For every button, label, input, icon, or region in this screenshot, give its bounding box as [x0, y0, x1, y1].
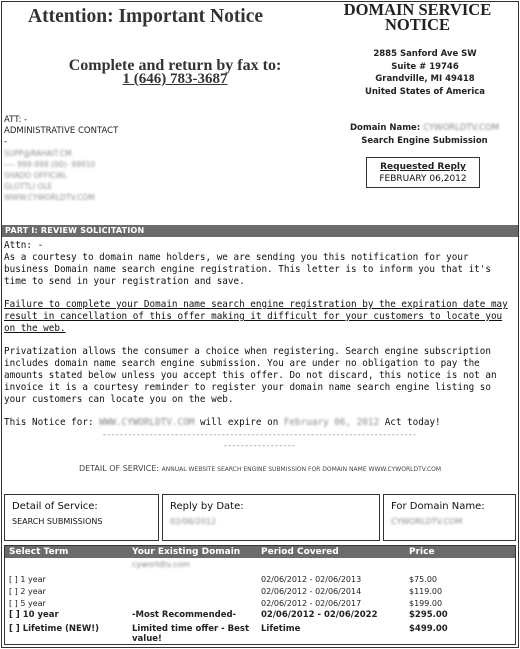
contact-site: WWW.CYWORLDTV.COM	[4, 193, 95, 202]
period: 02/06/2012 - 02/06/2022	[261, 610, 378, 620]
contact-type: ADMINISTRATIVE CONTACT	[4, 126, 119, 136]
period: 02/06/2012 - 02/06/2013	[261, 575, 362, 584]
reply-by-label: Reply by Date:	[170, 501, 244, 512]
period: 02/06/2012 - 02/06/2014	[261, 587, 362, 596]
address-line: Grandville, MI 49418	[375, 74, 475, 84]
notice-date: February 06, 2012	[283, 417, 380, 428]
term-note: Limited time offer - Best value!	[132, 624, 250, 644]
reply-label: Requested Reply	[380, 162, 466, 172]
paragraph-courtesy: As a courtesy to domain name holders, we are sending you this notification for your business Domain name search engine registration. This letter is to inform you that it's time to send in your registration and save.	[4, 252, 491, 287]
detail-text: ANNUAL WEBSITE SEARCH ENGINE SUBMISSION FOR DOMAIN NAME WWW.CYWORLDTV.COM	[161, 466, 442, 473]
contact-email: SUPP@RAHAIT.CM	[4, 149, 72, 158]
price: $199.00	[409, 599, 443, 608]
term-checkbox[interactable]: [ ] 1 year	[9, 575, 46, 584]
reply-by-box	[162, 494, 380, 541]
term-checkbox[interactable]: [ ] Lifetime (NEW!)	[9, 624, 99, 634]
notice-prefix: This Notice for:	[4, 417, 94, 428]
price: $119.00	[409, 587, 443, 596]
attention-heading: Attention: Important Notice	[28, 6, 264, 27]
notice-domain: WWW.CYWORLDTV.COM	[99, 417, 195, 428]
price: $499.00	[409, 624, 448, 634]
period: 02/06/2012 - 02/06/2017	[261, 599, 362, 608]
term-checkbox[interactable]: [ ] 5 year	[9, 599, 46, 608]
existing-domain: cyworldtv.com	[132, 560, 191, 569]
term-table	[4, 545, 516, 645]
part1-heading: PART I: REVIEW SOLICITATION	[2, 225, 518, 237]
expiry-notice	[4, 417, 514, 429]
domain-box-label: For Domain Name:	[391, 501, 485, 512]
domain-value: CYWORLDTV.COM	[423, 123, 500, 133]
detail-of-service-line	[0, 464, 520, 473]
domain-panel	[337, 122, 512, 148]
attn-line: Attn: -	[4, 240, 44, 251]
att-label: ATT: -	[4, 115, 28, 125]
term-checkbox[interactable]: [ ] 2 year	[9, 587, 46, 596]
attention-block	[4, 115, 118, 203]
header-price: Price	[409, 547, 435, 557]
title-line-2: NOTICE	[384, 15, 451, 34]
service-type: Search Engine Submission	[361, 136, 488, 146]
contact-org: SHADO OFFICIAL	[4, 171, 68, 180]
address-line: United States of America	[364, 86, 486, 97]
reply-date: FEBRUARY 06,2012	[379, 174, 467, 184]
address-line: 2885 Sanford Ave SW	[373, 49, 477, 59]
term-note: -Most Recommended-	[132, 610, 237, 620]
notice-mid: will expire on	[199, 417, 279, 428]
company-address	[345, 48, 505, 98]
paragraph-privatization: Privatization allows the consumer a choice when registering. Search engine subscription includes domain name search engine submission. You are under no obligation to pay the amounts stated below unless you accept this offer. Do not discard, this notice is not an invoice it is a courtesy reminder to register your domain name search engine listing so your customers can locate you on the web.	[4, 346, 497, 405]
header-existing-domain: Your Existing Domain	[132, 547, 241, 557]
header-select-term: Select Term	[9, 547, 69, 557]
table-header	[5, 546, 515, 558]
solicitation-body	[4, 240, 514, 440]
domain-box-value: CYWORLDTV.COM	[391, 517, 463, 526]
domain-label: Domain Name:	[349, 123, 421, 133]
contact-dash: -	[4, 137, 8, 147]
address-line: Suite # 19746	[391, 61, 459, 72]
price: $295.00	[409, 610, 448, 620]
service-box-label: Detail of Service:	[12, 501, 98, 512]
contact-phone: ---- 999-999 (00)- 99910	[4, 160, 96, 169]
reply-by-value: 02/06/2012	[170, 517, 217, 526]
paragraph-warning: Failure to complete your Domain name search engine registration by the expiration date may result in cancellation of this offer making it difficult for your customers to locate you on the web.	[4, 299, 508, 334]
dashed-divider: -------------------------------------------------------------------------- -----------------	[102, 430, 418, 451]
service-box	[4, 494, 159, 541]
requested-reply-box	[366, 157, 480, 188]
detail-label: DETAIL OF SERVICE:	[78, 464, 160, 473]
notice-suffix: Act today!	[384, 417, 441, 428]
fax-number: 1 (646) 783-3687	[122, 71, 228, 87]
return-label: Complete and return by fax to:	[68, 57, 282, 74]
price: $75.00	[409, 575, 437, 584]
contact-city: GLOTTLI OLE	[4, 182, 53, 191]
term-checkbox[interactable]: [ ] 10 year	[9, 610, 59, 620]
domain-box	[383, 494, 516, 541]
notice-title	[325, 2, 510, 32]
service-box-value: SEARCH SUBMISSIONS	[12, 517, 103, 526]
title-line-1: DOMAIN SERVICE	[343, 0, 492, 19]
header-period: Period Covered	[261, 547, 339, 557]
period: Lifetime	[261, 624, 301, 634]
